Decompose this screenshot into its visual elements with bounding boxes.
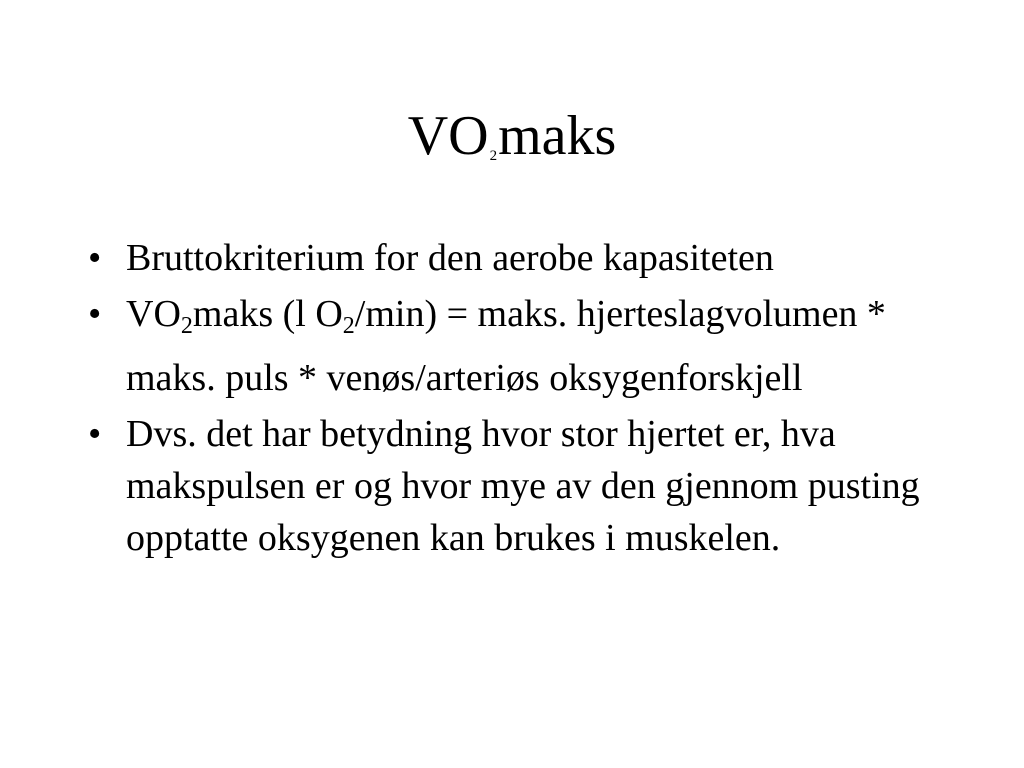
bullet-list bbox=[88, 232, 948, 568]
bullet-marker: • bbox=[88, 237, 102, 279]
bullet-subscript: 2 bbox=[342, 313, 355, 339]
bullet-text-formula: /min) = maks. hjerteslagvolumen * maks. puls * venøs/arteriøs oksygenforskjell bbox=[126, 293, 886, 399]
bullet-text: Dvs. det har betydning hvor stor hjertet er, hva makspulsen er og hvor mye av den gjennom pusting opptatte oksygenen kan brukes i muskelen. bbox=[126, 413, 920, 559]
bullet-marker: • bbox=[88, 293, 102, 335]
title-text-maks: maks bbox=[498, 105, 617, 167]
bullet-item bbox=[88, 408, 948, 564]
title-subscript: 2 bbox=[489, 148, 498, 164]
bullet-item bbox=[88, 232, 948, 284]
bullet-text-maks: maks (l O bbox=[192, 293, 343, 335]
bullet-subscript: 2 bbox=[180, 313, 193, 339]
title-text-vo: VO bbox=[407, 105, 489, 167]
bullet-item bbox=[88, 288, 948, 404]
bullet-text-vo: VO bbox=[126, 293, 181, 335]
slide-title bbox=[0, 98, 1024, 194]
bullet-marker: • bbox=[88, 413, 102, 455]
bullet-text: Bruttokriterium for den aerobe kapasiteten bbox=[126, 237, 774, 279]
